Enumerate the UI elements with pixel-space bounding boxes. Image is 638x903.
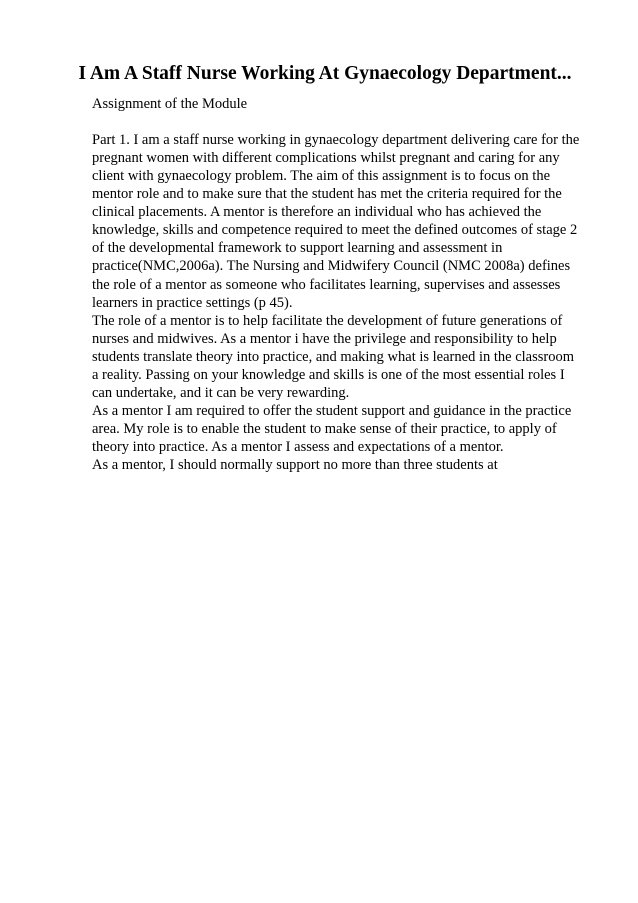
body-line: The role of a mentor is to help facilitate the development of future generations of xyxy=(92,312,563,329)
body-line: pregnant women with different complications whilst pregnant and caring for any xyxy=(92,150,560,167)
body-line: nurses and midwives. As a mentor i have the privilege and responsibility to help xyxy=(92,330,557,347)
body-line: As a mentor, I should normally support no more than three students at xyxy=(92,457,498,474)
body-line: area. My role is to enable the student to make sense of their practice, to apply of xyxy=(92,421,557,437)
body-line: knowledge, skills and competence required to meet the defined outcomes of stage 2 xyxy=(92,222,578,239)
body-line: client with gynaecology problem. The aim of this assignment is to focus on the xyxy=(92,168,551,185)
body-line: Part 1. I am a staff nurse working in gynaecology department delivering care for the xyxy=(92,132,580,148)
body-line: clinical placements. A mentor is therefore an individual who has achieved the xyxy=(92,204,542,221)
body-line: a reality. Passing on your knowledge and skills is one of the most essential roles I xyxy=(92,366,565,383)
body-line: theory into practice. As a mentor I assess and expectations of a mentor. xyxy=(92,439,504,456)
body-line: As a mentor I am required to offer the student support and guidance in the practice xyxy=(92,402,572,419)
body-line: learners in practice settings (p 45). xyxy=(92,294,293,311)
document-subtitle: Assignment of the Module xyxy=(92,96,248,112)
body-line: mentor role and to make sure that the student has met the criteria required for the xyxy=(92,186,562,203)
body-line: the role of a mentor as someone who facilitates learning, supervises and assesses xyxy=(92,276,561,293)
body-line: can undertake, and it can be very rewarding. xyxy=(92,384,350,401)
body-line: of the developmental framework to support learning and assessment in xyxy=(92,240,503,257)
document-body xyxy=(92,131,612,474)
document-title: I Am A Staff Nurse Working At Gynaecology Department... xyxy=(78,63,572,84)
body-line: students translate theory into practice, and making what is learned in the classroom xyxy=(92,348,574,365)
body-line: practice(NMC,2006a). The Nursing and Midwifery Council (NMC 2008a) defines xyxy=(92,258,571,275)
